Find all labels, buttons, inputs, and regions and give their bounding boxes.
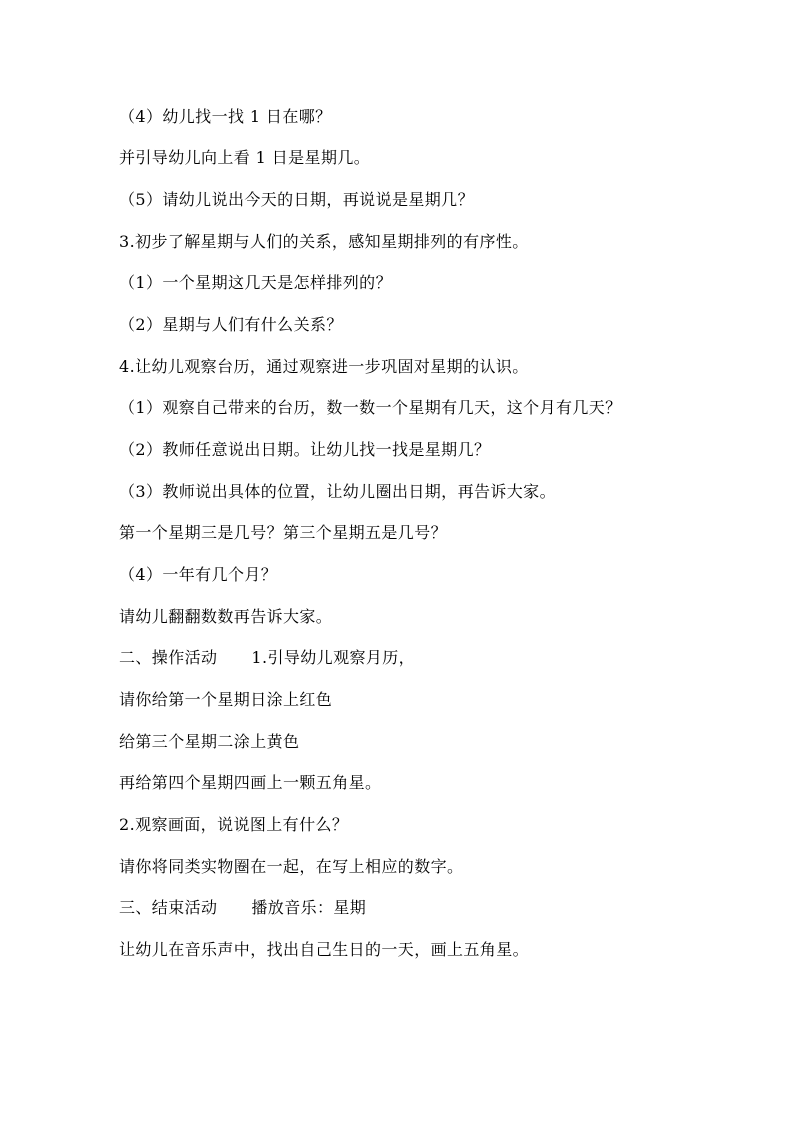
text-line-5: （1）一个星期这几天是怎样排列的？ — [119, 273, 392, 292]
text-line-19: 请你将同类实物圈在一起，在写上相应的数字。 — [119, 857, 464, 876]
ending-heading: 三、结束活动 — [119, 898, 218, 917]
text-line-8: （1）观察自己带来的台历，数一数一个星期有几天，这个月有几天？ — [119, 398, 622, 417]
operation-heading: 二、操作活动 — [119, 648, 218, 667]
section-heading-3: 3.初步了解星期与人们的关系，感知星期排列的有序性。 — [119, 232, 529, 251]
text-line-3: （5）请幼儿说出今天的日期，再说说是星期几？ — [119, 190, 474, 209]
operation-line — [119, 648, 415, 668]
text-line-11: 第一个星期三是几号？第三个星期五是几号？ — [119, 523, 448, 542]
text-line-16: 给第三个星期二涂上黄色 — [119, 732, 300, 751]
ending-music: 播放音乐：星期 — [251, 898, 367, 917]
text-line-17: 再给第四个星期四画上一颗五角星。 — [119, 773, 382, 792]
text-line-9: （2）教师任意说出日期。让幼儿找一找是星期几？ — [119, 440, 491, 459]
text-line-1: （4）幼儿找一找 1 日在哪？ — [119, 107, 332, 126]
section-heading-4: 4.让幼儿观察台历，通过观察进一步巩固对星期的认识。 — [119, 357, 529, 376]
text-line-10: （3）教师说出具体的位置，让幼儿圈出日期，再告诉大家。 — [119, 482, 556, 501]
text-line-13: 请幼儿翻翻数数再告诉大家。 — [119, 607, 333, 626]
text-line-15: 请你给第一个星期日涂上红色 — [119, 690, 333, 709]
text-line-6: （2）星期与人们有什么关系？ — [119, 315, 343, 334]
text-line-2: 并引导幼儿向上看 1 日是星期几。 — [119, 148, 371, 167]
text-line-21: 让幼儿在音乐声中，找出自己生日的一天，画上五角星。 — [119, 940, 530, 959]
text-line-12: （4）一年有几个月？ — [119, 565, 278, 584]
ending-line — [119, 898, 366, 918]
text-line-18: 2.观察画面，说说图上有什么？ — [119, 815, 349, 834]
operation-step: 1.引导幼儿观察月历， — [251, 648, 416, 667]
